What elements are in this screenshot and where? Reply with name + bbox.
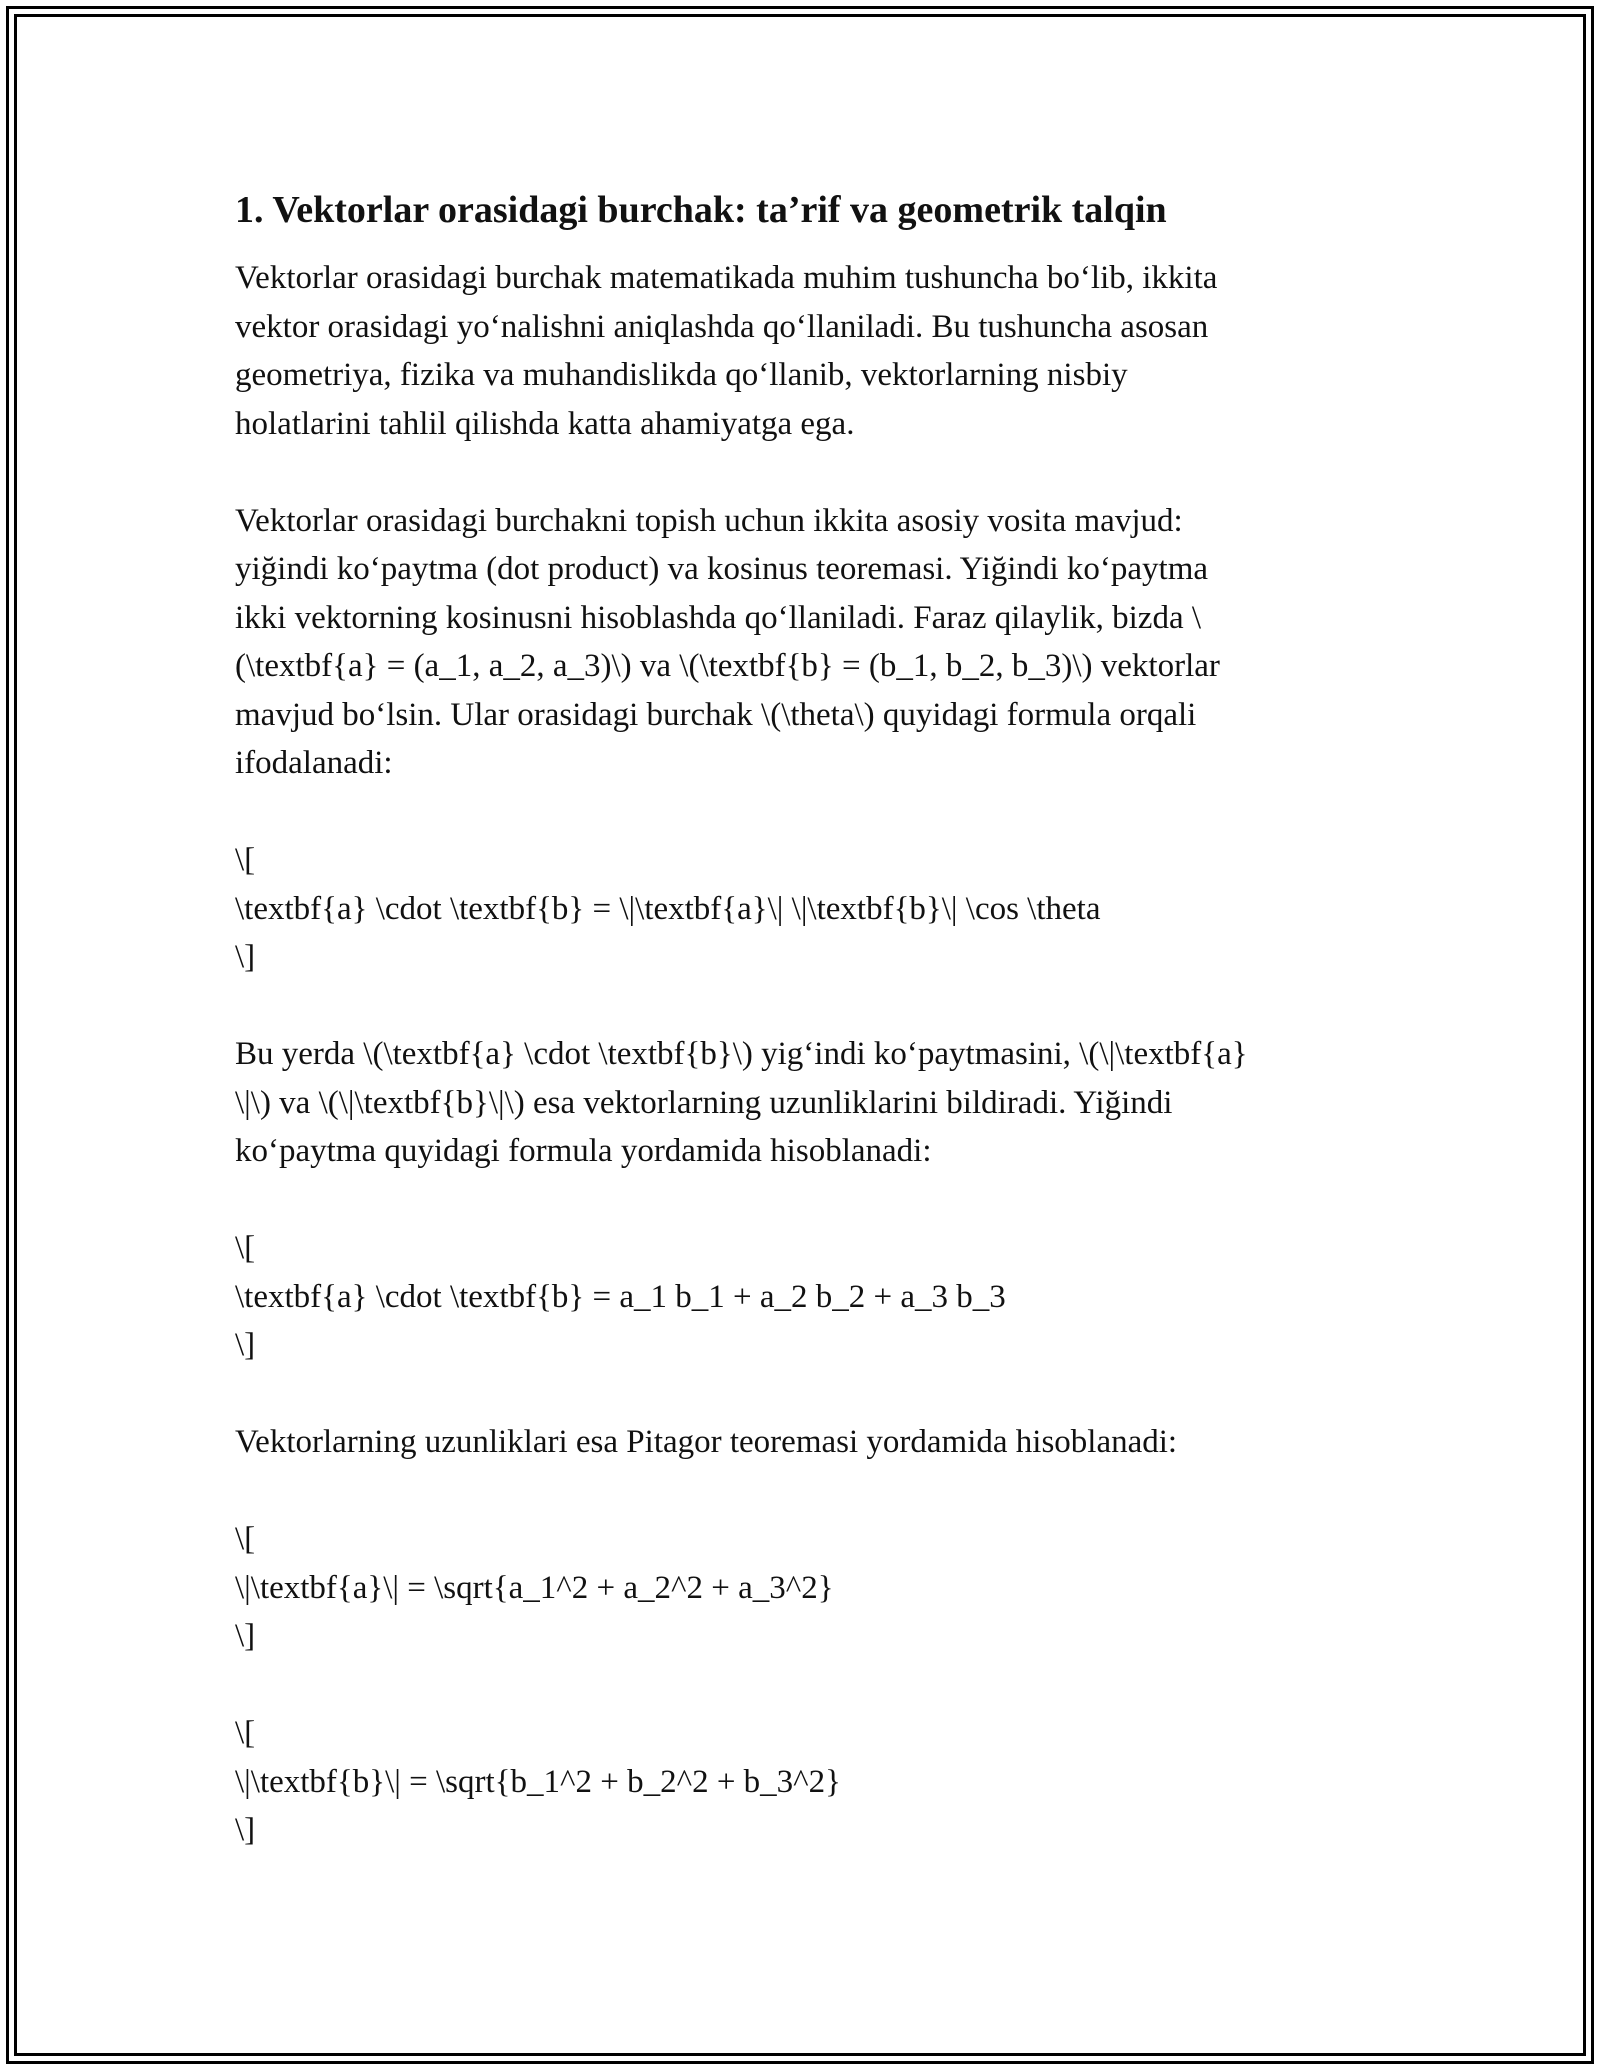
text-line: ko‘paytma quyidagi formula yordamida hisoblanadi:	[235, 1133, 932, 1169]
text-line: yiğindi ko‘paytma (dot product) va kosinus teoremasi. Yiğindi ko‘paytma	[235, 551, 1209, 587]
text-line: geometriya, fizika va muhandislikda qo‘llanib, vektorlarning nisbiy	[235, 357, 1128, 393]
document-body	[235, 186, 1375, 1855]
formula-line: \]	[235, 1618, 256, 1654]
text-line: vektor orasidagi yo‘nalishni aniqlashda qo‘llaniladi. Bu tushuncha asosan	[235, 308, 1209, 345]
paragraph-tools	[235, 497, 1375, 788]
text-line: (\textbf{a} = (a_1, a_2, a_3)\) va \(\textbf{b} = (b_1, b_2, b_3)\) vektorlar	[235, 648, 1220, 684]
text-line: Vektorlar orasidagi burchak matematikada muhim tushuncha bo‘lib, ikkita	[235, 260, 1218, 296]
text-line: ikki vektorning kosinusni hisoblashda qo‘llaniladi. Faraz qilaylik, bizda \	[235, 599, 1202, 636]
formula-line: \[	[235, 1230, 256, 1266]
text-line: holatlarini tahlil qilishda katta ahamiyatga ega.	[235, 405, 855, 442]
paragraph-intro	[235, 254, 1375, 448]
formula-length-a	[235, 1515, 1375, 1661]
formula-line: \[	[235, 1715, 256, 1751]
formula-line: \|\textbf{b}\| = \sqrt{b_1^2 + b_2^2 + b_3^2}	[235, 1763, 842, 1800]
formula-dot-product-components	[235, 1224, 1375, 1370]
formula-line: \]	[235, 1327, 256, 1363]
text-line: Bu yerda \(\textbf{a} \cdot \textbf{b}\) yig‘indi ko‘paytmasini, \(\|\textbf{a}	[235, 1036, 1248, 1072]
formula-line: \textbf{a} \cdot \textbf{b} = \|\textbf{a}\| \|\textbf{b}\| \cos \theta	[235, 890, 1101, 927]
text-line: \|\) va \(\|\textbf{b}\|\) esa vektorlarning uzunliklarini bildiradi. Yiğindi	[235, 1084, 1173, 1121]
text-line: Vektorlarning uzunliklari esa Pitagor teoremasi yordamida hisoblanadi:	[235, 1424, 1178, 1460]
text-line: mavjud bo‘lsin. Ular orasidagi burchak \(\theta\) quyidagi formula orqali	[235, 696, 1197, 733]
paragraph-lengths	[235, 1418, 1375, 1467]
paragraph-explanation	[235, 1030, 1375, 1176]
formula-line: \|\textbf{a}\| = \sqrt{a_1^2 + a_2^2 + a_3^2}	[235, 1569, 834, 1606]
formula-dot-product-cos	[235, 836, 1375, 982]
text-line: Vektorlar orasidagi burchakni topish uchun ikkita asosiy vosita mavjud:	[235, 502, 1183, 539]
formula-line: \]	[235, 1812, 256, 1848]
formula-line: \[	[235, 842, 256, 878]
section-heading: 1. Vektorlar orasidagi burchak: ta’rif va geometrik talqin	[235, 189, 1167, 231]
formula-line: \]	[235, 939, 256, 975]
text-line: ifodalanadi:	[235, 745, 393, 781]
formula-length-b	[235, 1709, 1375, 1855]
formula-line: \[	[235, 1521, 256, 1557]
formula-line: \textbf{a} \cdot \textbf{b} = a_1 b_1 + a_2 b_2 + a_3 b_3	[235, 1278, 1006, 1315]
